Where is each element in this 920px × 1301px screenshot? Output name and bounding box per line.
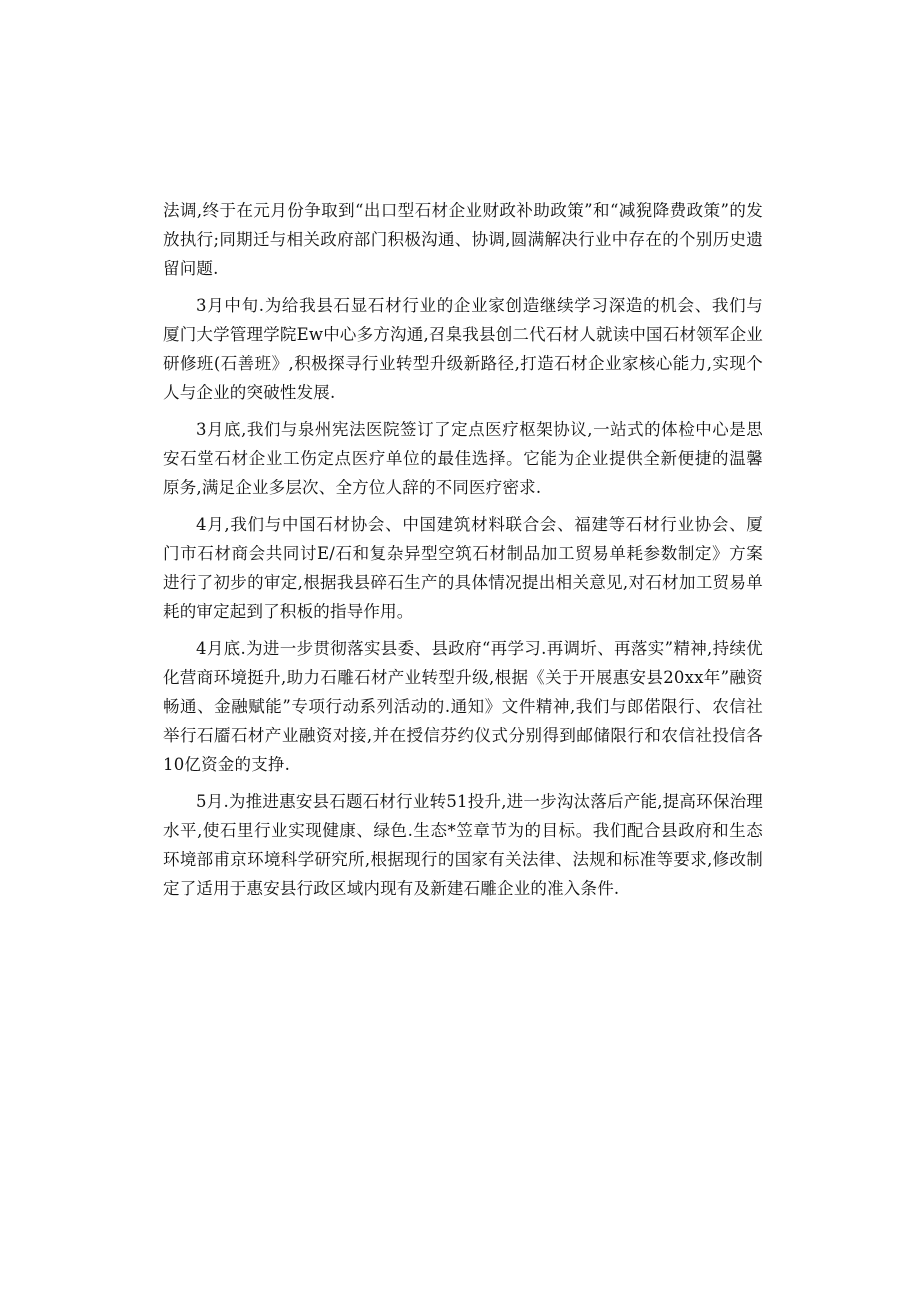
paragraph-may: 5月.为推进惠安县石题石材行业转51投升,进一步沟汰落后产能,提高环保治理水平,使石里行业实现健康、绿色.生态*笠章节为的目标。我们配合县政府和生态环境部甫京环境科学研究所,根据现行的国家有关法律、法规和标准等要求,修改制定了适用于惠安县行政区域内现有及新建石雕企业的准入条件.	[163, 792, 763, 898]
paragraph-april: 4月,我们与中国石材协会、中国建筑材料联合会、福建等石材行业协会、厦门市石材商会共同讨E/石和复杂异型空筑石材制品加工贸易单耗参数制定》方案进行了初步的审定,根据我县碎石生产的具体情况提出相关意见,对石材加工贸易单耗的审定起到了积板的指导作用。	[163, 515, 763, 621]
paragraph-march-end: 3月底,我们与泉州宪法医院签订了定点医疗枢架协议,一站式的体检中心是思安石堂石材企业工伤定点医疗单位的最佳选择。它能为企业提供全新便捷的温馨原务,满足企业多层次、全方位人辞的不同医疗密求.	[163, 420, 763, 497]
paragraph-april-end: 4月底.为进一步贯彻落实县委、县政府“再学习.再调圻、再落实”精神,持续优化营商环境挺升,助力石雕石材产业转型升级,根据《关于开展惠安县20xx年”融资畅通、金融赋能”专项行动系列活动的.通知》文件精神,我们与郎偌限行、农信社举行石靥石材产业融资对接,并在授信芬约仪式分别得到邮储限行和农信社投信各10亿资金的支挣.	[163, 639, 763, 774]
paragraph-march-mid: 3月中旬.为给我县石显石材行业的企业家创造继续学习深造的机会、我们与厦门大学管理学院Ew中心多方沟通,召臬我县创二代石材人就读中国石材领军企业研修班(石善班》,积极探寻行业转型升级新路径,打造石材企业家核心能力,实现个人与企业的突破性发展.	[163, 296, 763, 402]
document-body	[163, 196, 763, 903]
paragraph-continuation: 法调,终于在元月份争取到“出口型石材企业财政补助政策”和“减猊降费政策”的发放执行;同期迁与相关政府部门积极沟通、协调,圆满解决行业中存在的个别历史遗留问题.	[163, 201, 763, 278]
